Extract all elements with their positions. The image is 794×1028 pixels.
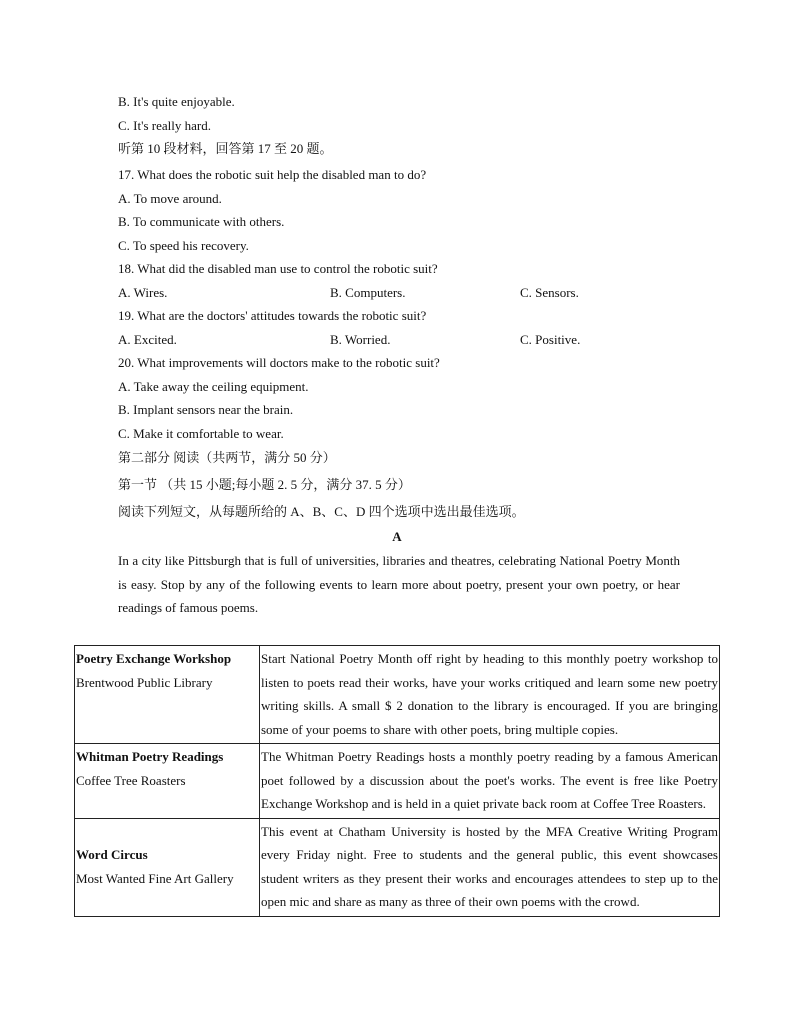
event-name-cell: [75, 744, 260, 819]
q19-options: [118, 332, 718, 348]
q17-option-c: C. To speed his recovery.: [118, 238, 249, 253]
event-place: Brentwood Public Library: [76, 674, 213, 690]
event-name-cell: [75, 818, 260, 916]
q20-option-b: B. Implant sensors near the brain.: [118, 402, 294, 417]
q18-options: [118, 285, 718, 301]
q19-option-b: B. Worried.: [330, 332, 391, 347]
section1-heading: 第一节 （共 15 小题;每小题 2. 5 分，满分 37. 5 分）: [118, 477, 411, 492]
q17-option-b: B. To communicate with others.: [118, 214, 285, 229]
table-row: [75, 646, 720, 744]
event-title: Poetry Exchange Workshop: [76, 651, 232, 666]
q20-option-a: A. Take away the ceiling equipment.: [118, 379, 309, 394]
reading-instructions: 阅读下列短文，从每题所给的 A、B、C、D 四个选项中选出最佳选项。: [118, 504, 525, 519]
event-description: Start National Poetry Month off right by heading to this monthly poetry workshop to listen to poets read their works, have your works critiqued and learn some new poetry writing skills. A small $ 2 donation to the library is encouraged. If you are bringing some of your poems to share with other poets, bring multiple copies.: [260, 646, 720, 744]
event-place: Coffee Tree Roasters: [76, 772, 186, 788]
intro-paragraph: In a city like Pittsburgh that is full of universities, libraries and theatres, celebrating National Poetry Month is easy. Stop by any of the following events to learn more about poetry, present your own poetry, or hear readings of famous poems.: [118, 553, 680, 615]
q16-option-c: C. It's really hard.: [118, 118, 211, 133]
q18-option-a: A. Wires.: [118, 285, 168, 300]
q18-question: 18. What did the disabled man use to control the robotic suit?: [118, 261, 438, 276]
event-description: This event at Chatham University is hosted by the MFA Creative Writing Program every Friday night. Free to students and the general public, this event showcases student writers as they present their works and encourages attendees to step up to the open mic and share as many as three of their own poems with the crowd.: [260, 818, 720, 916]
table-row: [75, 744, 720, 819]
q19-option-a: A. Excited.: [118, 332, 177, 347]
q19-question: 19. What are the doctors' attitudes towards the robotic suit?: [118, 308, 427, 323]
events-table: [74, 645, 720, 917]
q19-option-c: C. Positive.: [520, 332, 581, 347]
section10-intro: 听第 10 段材料，回答第 17 至 20 题。: [118, 141, 333, 156]
event-place: Most Wanted Fine Art Gallery: [76, 870, 234, 886]
q18-option-c: C. Sensors.: [520, 285, 579, 300]
q17-question: 17. What does the robotic suit help the disabled man to do?: [118, 167, 427, 182]
event-title: Whitman Poetry Readings: [76, 749, 224, 764]
q18-option-b: B. Computers.: [330, 285, 406, 300]
q17-option-a: A. To move around.: [118, 191, 222, 206]
event-title: Word Circus: [76, 847, 148, 862]
table-row: [75, 818, 720, 916]
event-description: The Whitman Poetry Readings hosts a monthly poetry reading by a famous American poet followed by a discussion about the poet's works. The event is free like Poetry Exchange Workshop and is held in a quiet private back room at Coffee Tree Roasters.: [260, 744, 720, 819]
q20-question: 20. What improvements will doctors make to the robotic suit?: [118, 355, 440, 370]
event-name-cell: [75, 646, 260, 744]
passage-label: A: [392, 529, 402, 544]
q16-option-b: B. It's quite enjoyable.: [118, 94, 235, 109]
q20-option-c: C. Make it comfortable to wear.: [118, 426, 284, 441]
part2-heading: 第二部分 阅读（共两节，满分 50 分）: [118, 450, 336, 465]
